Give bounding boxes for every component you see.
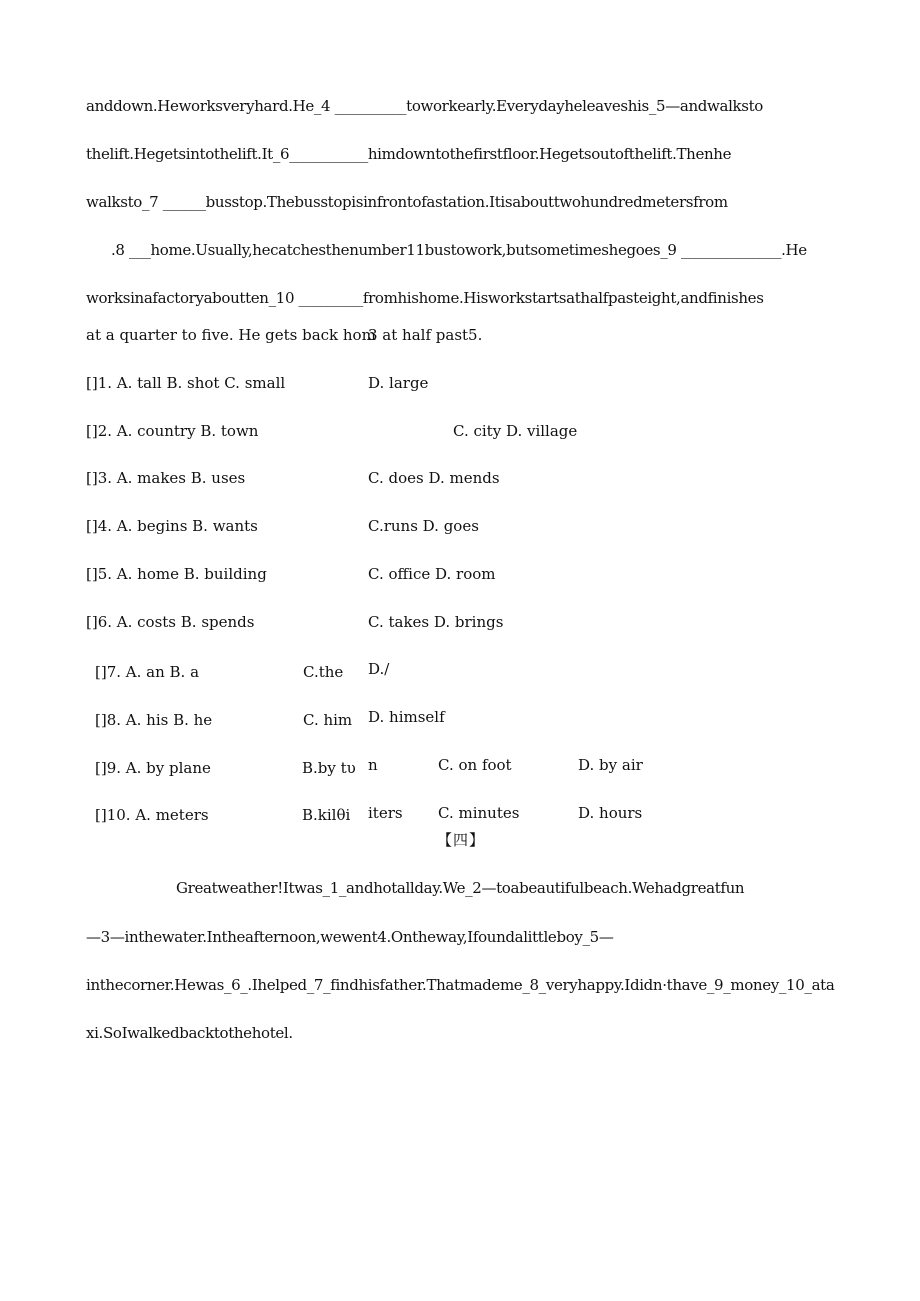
question-10: []10. A. meters (95, 806, 209, 824)
section-4-line-4: xi.SoIwalkedbacktothehotel. (86, 1024, 293, 1042)
question-4: []4. A. begins B. wants (86, 517, 258, 535)
question-9: []9. A. by plane (95, 759, 211, 777)
question-3-options-cd: C. does D. mends (368, 469, 500, 487)
question-8-option-d: D. himself (368, 708, 445, 726)
question-8: []8. A. his B. he (95, 711, 213, 729)
question-8-option-c: C. him (303, 711, 353, 729)
passage-line-1: anddown.Heworksveryhard.He_4 __________toworkearly.Everydayheleaveshis_5—andwalksto (86, 97, 763, 115)
question-4-options-cd: C.runs D. goes (368, 517, 479, 535)
question-2: []2. A. country B. town (86, 422, 259, 440)
question-10-option-c: C. minutes (438, 804, 520, 822)
question-5: []5. A. home B. building (86, 565, 267, 583)
passage-line-4: .8 ___home.Usually,hecatchesthenumber11bustowork,butsometimeshegoes_9 ______________.He (111, 241, 807, 259)
question-9-option-b-cont: n (368, 756, 378, 774)
question-9-option-b: B.by tυ (302, 759, 356, 777)
section-4-line-2: —3—inthewater.Intheafternoon,wewent4.Ontheway,Ifoundalittleboy_5— (86, 928, 614, 946)
section-4-line-1: Greatweather!Itwas_1_andhotallday.We_2—toabeautifulbeach.Wehadgreatfun (176, 879, 745, 897)
passage-line-6-left: at a quarter to five. He gets back hom (86, 326, 376, 344)
question-7-option-c: C.the (303, 663, 344, 681)
question-6: []6. A. costs B. spends (86, 613, 255, 631)
section-4-line-3: inthecorner.Hewas_6_.Ihelped_7_findhisfather.Thatmademe_8_veryhappy.Ididn·thave_9_money_10_ata (86, 976, 835, 994)
question-10-option-d: D. hours (578, 804, 643, 822)
question-3: []3. A. makes B. uses (86, 469, 246, 487)
question-1: []1. A. tall B. shot C. small (86, 374, 286, 392)
passage-line-6-right: 3 at half past5. (368, 326, 483, 344)
question-10-option-b: B.kilθi (302, 806, 351, 824)
section-4-heading: 【四】 (437, 831, 486, 849)
question-9-option-c: C. on foot (438, 756, 512, 774)
question-7-option-d: D./ (368, 660, 390, 678)
question-1-option-d: D. large (368, 374, 429, 392)
question-9-option-d: D. by air (578, 756, 643, 774)
question-10-option-b-cont: iters (368, 804, 403, 822)
passage-line-3: walksto_7 ______busstop.Thebusstopisinfrontofastation.Itisabouttwohundredmetersfrom (86, 193, 728, 211)
passage-line-2: thelift.Hegetsintothelift.It_6___________himdowntothefirstfloor.Hegetsoutofthelift.Thenhe (86, 145, 732, 163)
passage-line-5: worksinafactoryaboutten_10 _________fromhishome.Hisworkstartsathalfpasteight,andfinishes (86, 289, 764, 307)
question-2-options-cd: C. city D. village (453, 422, 578, 440)
question-7: []7. A. an B. a (95, 663, 200, 681)
question-6-options-cd: C. takes D. brings (368, 613, 504, 631)
question-5-options-cd: C. office D. room (368, 565, 496, 583)
